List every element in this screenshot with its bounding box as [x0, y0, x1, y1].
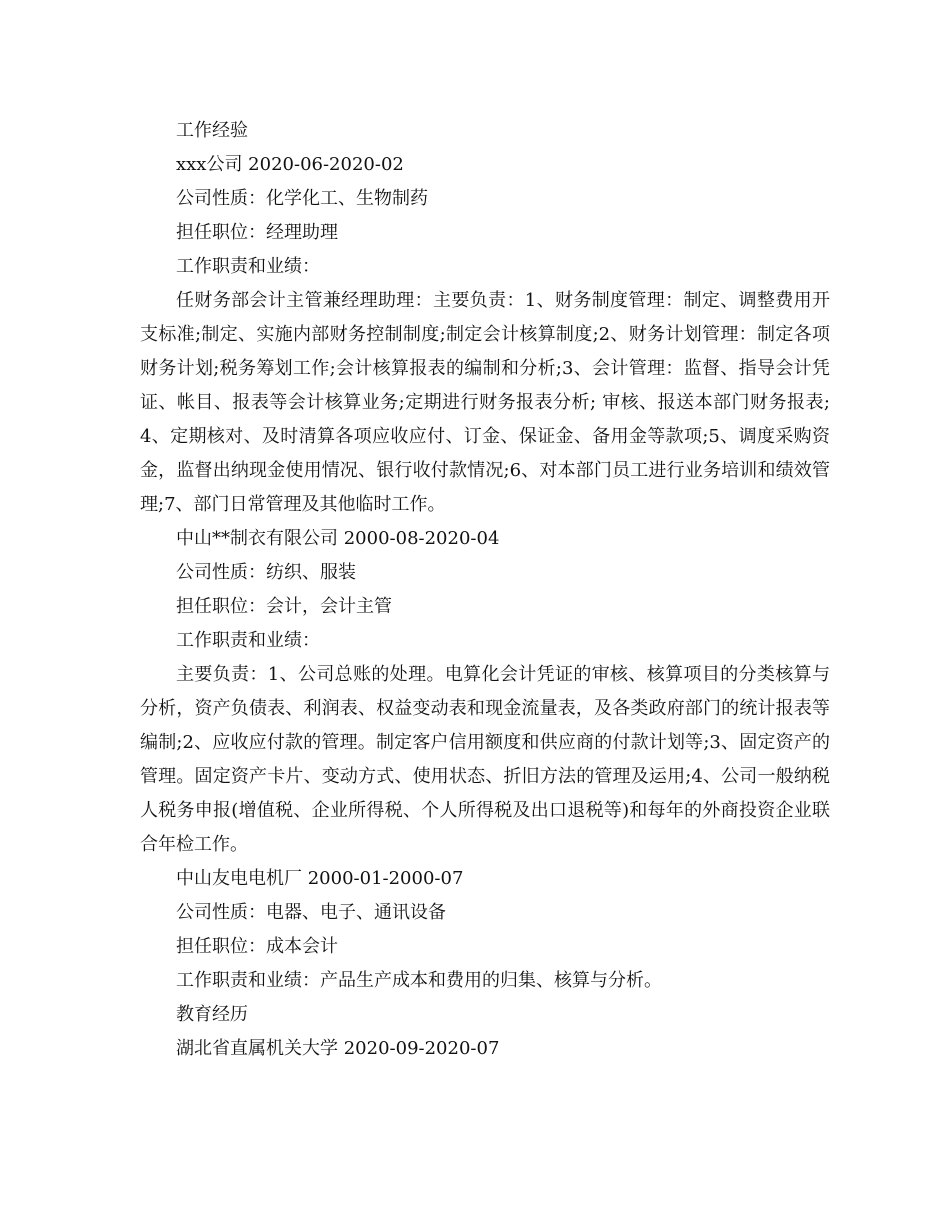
job-2-position: 担任职位：会计，会计主管 — [176, 596, 392, 617]
job-2-duties-heading: 工作职责和业绩： — [176, 630, 320, 651]
work-experience-heading: 工作经验 — [176, 120, 248, 141]
job-3-nature: 公司性质：电器、电子、通讯设备 — [176, 902, 446, 923]
job-2-nature: 公司性质：纺织、服装 — [176, 562, 356, 583]
job-1-duties-text: 任财务部会计主管兼经理助理：主要负责：1、财务制度管理：制定、调整费用开支标准;制定、实施内部财务控制制度;制定会计核算制度;2、财务计划管理：制定各项财务计划;税务筹划工作;会计核算报表的编制和分析;3、会计管理：监督、指导会计凭证、帐目、报表等会计核算业务;定期进行财务报表分析; 审核、报送本部门财务报表;4、定期核对、及时清算各项应收应付、订金、保证金、备用金等款项;5、调度采购资金，监督出纳现金使用情况、银行收付款情况;6、对本部门员工进行业务培训和绩效管理;7、部门日常管理及其他临时工作。 — [140, 290, 830, 515]
resume-content — [140, 114, 830, 1066]
job-2-company: 中山**制衣有限公司 2000-08-2020-04 — [176, 528, 500, 549]
job-1-company: xxx公司 2020-06-2020-02 — [176, 154, 404, 175]
job-3-position: 担任职位：成本会计 — [176, 936, 338, 957]
job-3-duties: 工作职责和业绩：产品生产成本和费用的归集、核算与分析。 — [176, 970, 662, 991]
job-1-duties-heading: 工作职责和业绩： — [176, 256, 320, 277]
job-2-duties-text: 主要负责：1、公司总账的处理。电算化会计凭证的审核、核算项目的分类核算与分析，资产负债表、利润表、权益变动表和现金流量表，及各类政府部门的统计报表等编制;2、应收应付款的管理。制定客户信用额度和供应商的付款计划等;3、固定资产的管理。固定资产卡片、变动方式、使用状态、折旧方法的管理及运用;4、公司一般纳税人税务申报(增值税、企业所得税、个人所得税及出口退税等)和每年的外商投资企业联合年检工作。 — [140, 664, 830, 855]
job-1-position: 担任职位：经理助理 — [176, 222, 338, 243]
education-heading: 教育经历 — [176, 1004, 248, 1025]
job-1-nature: 公司性质：化学化工、生物制药 — [176, 188, 428, 209]
job-3-company: 中山友电电机厂 2000-01-2000-07 — [176, 868, 464, 889]
education-school: 湖北省直属机关大学 2020-09-2020-07 — [176, 1038, 500, 1059]
